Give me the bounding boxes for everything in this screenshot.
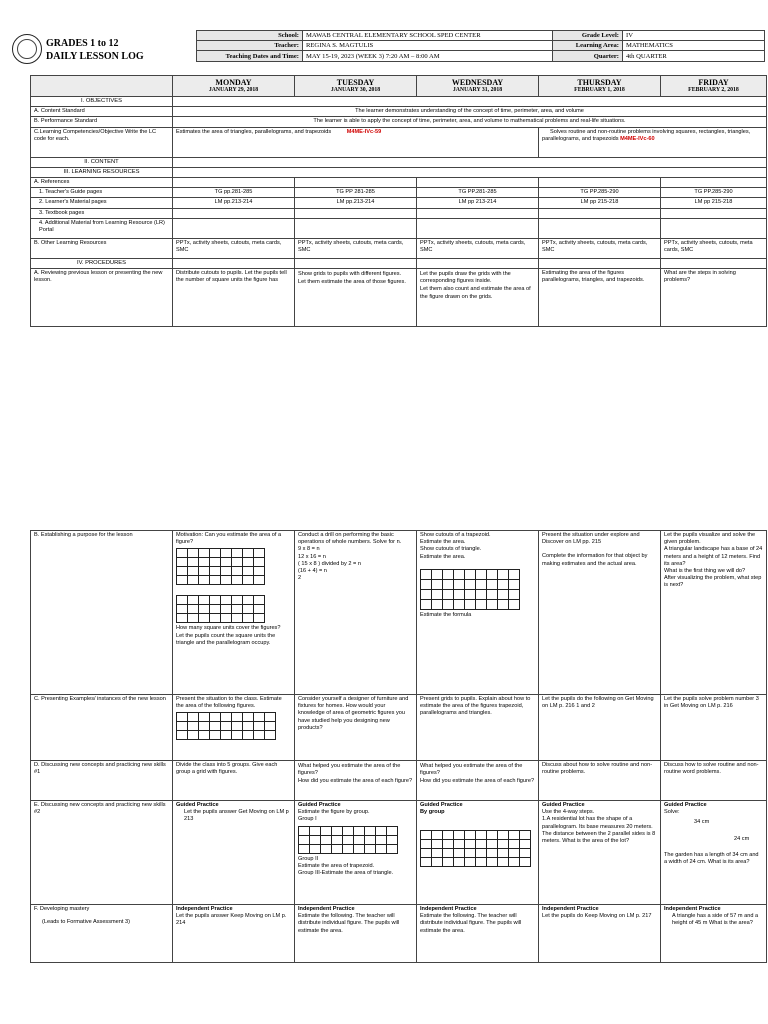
competency-left: Estimates the area of triangles, parallelograms, and trapezoids M4ME-IVc-59 (173, 127, 539, 157)
tg-friday: TG PP.285-290 (661, 188, 767, 198)
discussing-2-tuesday: Guided Practice Estimate the figure by group. Group I Group II Estimate the area of trapezoid. Group III-Estimate the area of triangle. (295, 801, 417, 905)
corner-cell (31, 76, 173, 97)
other-resources-label: B. Other Learning Resources (31, 238, 173, 258)
day-thursday: THURSDAY FEBRUARY 1, 2018 (539, 76, 661, 97)
area-label: Learning Area: (553, 41, 623, 51)
purpose-label: B. Establishing a purpose for the lesson (31, 531, 173, 695)
lc-code-left: M4ME-IVc-59 (346, 128, 382, 135)
other-tuesday: PPTx, activity sheets, cutouts, meta cards, SMC (295, 238, 417, 258)
purpose-monday: Motivation: Can you estimate the area of a figure? How many square units cover the figures? Let the pupils count the square units the triangle and the parallelogram occupy. (173, 531, 295, 695)
mastery-tuesday: Independent Practice Estimate the following. The teacher will distribute individual figure. The pupils will estimate the area. (295, 905, 417, 963)
header-info-table (196, 30, 765, 62)
other-friday: PPTx, activity sheets, cutouts, meta cards, SMC (661, 238, 767, 258)
other-wednesday: PPTx, activity sheets, cutouts, meta cards, SMC (417, 238, 539, 258)
teacher-value: REGINA S. MAGTULIS (303, 41, 553, 51)
lm-wednesday: LM pp 213-214 (417, 198, 539, 208)
content-heading: II. CONTENT (31, 157, 173, 167)
day-wednesday: WEDNESDAY JANUARY 31, 2018 (417, 76, 539, 97)
purpose-thursday: Present the situation under explore and Discover on LM pp. 215 Complete the information for that object by making estimates and the actual area. (539, 531, 661, 695)
discussing-1-wednesday: What helped you estimate the area of the figures? How did you estimate the area of each figure? (417, 761, 539, 801)
grade-label: Grade Level: (553, 31, 623, 41)
presenting-wednesday: Present grids to pupils. Explain about how to estimate the area of the figures trapezoid, parallelograms and triangles. (417, 695, 539, 761)
procedures-heading: IV. PROCEDURES (31, 258, 173, 268)
learning-resources-heading: III. LEARNING RESOURCES (31, 167, 173, 177)
presenting-monday: Present the situation to the class. Estimate the area of the following figures. (173, 695, 295, 761)
reviewing-thursday: Estimating the area of the figures parallelograms, triangles, and trapezoids. (539, 269, 661, 327)
purpose-friday: Let the pupils visualize and solve the given problem. A triangular landscape has a base of 24 meters and a height of 12 meters. Find its area? What is the first thing we will do? After visualizing the problem, what step is next? (661, 531, 767, 695)
content-standard-label: A. Content Standard (31, 107, 173, 117)
mastery-thursday: Independent Practice Let the pupils do Keep Moving on LM p. 217 (539, 905, 661, 963)
reviewing-wednesday: Let the pupils draw the grids with the corresponding figures inside. Let them also count and estimate the area of the figure drawn on the grids. (417, 269, 539, 327)
lesson-log-table-top (30, 75, 767, 327)
lesson-log-table-bottom (30, 530, 767, 963)
presenting-thursday: Let the pupils do the following on Get Moving on LM p. 216 1 and 2 (539, 695, 661, 761)
other-thursday: PPTx, activity sheets, cutouts, meta cards, SMC (539, 238, 661, 258)
discussing-1-tuesday: What helped you estimate the area of the figures? How did you estimate the area of each figure? (295, 761, 417, 801)
day-friday: FRIDAY FEBRUARY 2, 2018 (661, 76, 767, 97)
tg-wednesday: TG PP.281-285 (417, 188, 539, 198)
day-tuesday: TUESDAY JANUARY 30, 2018 (295, 76, 417, 97)
teacher-label: Teacher: (197, 41, 303, 51)
presenting-friday: Let the pupils solve problem number 3 in Get Moving on LM p. 216 (661, 695, 767, 761)
square-grid-4 (176, 712, 276, 740)
performance-standard-label: B. Performance Standard (31, 117, 173, 127)
dates-value: MAY 15-19, 2023 (WEEK 3) 7:20 AM – 8:00 AM (303, 51, 553, 62)
performance-standard: The learner is able to apply the concept of time, perimeter, area, and volume to mathematical problems and real-life situations. (173, 117, 767, 127)
discussing-1-label: D. Discussing new concepts and practicing new skills #1 (31, 761, 173, 801)
discussing-2-friday: Guided Practice Solve: 34 cm 24 cm The garden has a length of 34 cm and a width of 24 cm. What is its area? (661, 801, 767, 905)
reviewing-monday: Distribute cutouts to pupils. Let the pupils tell the number of square units the figure has (173, 269, 295, 327)
tg-label: 1. Teacher's Guide pages (31, 188, 173, 198)
lc-code-right: M4ME-IVc-60 (620, 135, 655, 142)
square-grid-6 (420, 830, 531, 867)
quarter-label: Quarter: (553, 51, 623, 62)
mastery-monday: Independent Practice Let the pupils answer Keep Moving on LM p. 214 (173, 905, 295, 963)
title-line2: DAILY LESSON LOG (46, 51, 144, 62)
textbook-label: 3. Textbook pages (31, 208, 173, 218)
lm-label: 2. Learner's Material pages (31, 198, 173, 208)
objectives-heading: I. OBJECTIVES (31, 97, 173, 107)
school-label: School: (197, 31, 303, 41)
reviewing-label: A. Reviewing previous lesson or presenting the new lesson. (31, 269, 173, 327)
discussing-2-monday: Guided Practice Let the pupils answer Get Moving on LM p 213 (173, 801, 295, 905)
competency-right: Solves routine and non-routine problems involving squares, rectangles, triangles, parallelograms, and trapezoids M4ME-IVc-60 (539, 127, 767, 157)
school-value: MAWAB CENTRAL ELEMENTARY SCHOOL SPED CENTER (303, 31, 553, 41)
other-monday: PPTx, activity sheets, cutouts, meta cards, SMC (173, 238, 295, 258)
title-line1: GRADES 1 to 12 (46, 38, 119, 49)
mastery-friday: Independent Practice A triangle has a side of 57 m and a height of 45 m What is the area? (661, 905, 767, 963)
lm-tuesday: LM pp.213-214 (295, 198, 417, 208)
purpose-wednesday: Show cutouts of a trapezoid. Estimate the area. Show cutouts of triangle. Estimate the area. Estimate the formula (417, 531, 539, 695)
discussing-2-thursday: Guided Practice Use the 4-way steps. 1.A residential lot has the shape of a parallelogram. Its base measures 20 meters. The distance between the 2 parallel sides is 8 meters. What is the area of the lot? (539, 801, 661, 905)
dates-label: Teaching Dates and Time: (197, 51, 303, 62)
square-grid-2 (176, 595, 265, 623)
square-grid-1 (176, 548, 265, 585)
lm-friday: LM pp 215-218 (661, 198, 767, 208)
tg-thursday: TG PP.285-290 (539, 188, 661, 198)
square-grid-3 (420, 569, 520, 610)
square-grid-5 (298, 826, 398, 854)
area-value: MATHEMATICS (623, 41, 765, 51)
discussing-2-label: E. Discussing new concepts and practicing new skills #2 (31, 801, 173, 905)
additional-material-label: 4. Additional Material from Learning Resource (LR) Portal (31, 218, 173, 238)
presenting-label: C. Presenting Examples/ instances of the new lesson (31, 695, 173, 761)
quarter-value: 4th QUARTER (623, 51, 765, 62)
discussing-2-wednesday: Guided Practice By group (417, 801, 539, 905)
reviewing-friday: What are the steps in solving problems? (661, 269, 767, 327)
lm-thursday: LM pp 215-218 (539, 198, 661, 208)
discussing-1-monday: Divide the class into 5 groups. Give each group a grid with figures. (173, 761, 295, 801)
presenting-tuesday: Consider yourself a designer of furniture and fixtures for homes. How would your knowledge of area of geometric figures you have studied help you designing new products? (295, 695, 417, 761)
lm-monday: LM pp.213-214 (173, 198, 295, 208)
mastery-wednesday: Independent Practice Estimate the following. The teacher will distribute individual figure. The pupils will estimate the area. (417, 905, 539, 963)
tg-monday: TG pp.281-285 (173, 188, 295, 198)
mastery-label: F. Developing mastery (Leads to Formative Assessment 3) (31, 905, 173, 963)
deped-seal-icon (12, 34, 42, 64)
tg-tuesday: TG PP 281-285 (295, 188, 417, 198)
content-standard: The learner demonstrates understanding of the concept of time, perimeter, area, and volume (173, 107, 767, 117)
day-monday: MONDAY JANUARY 29, 2018 (173, 76, 295, 97)
competency-label: C.Learning Competencies/Objective Write the LC code for each. (31, 127, 173, 157)
reviewing-tuesday: Show grids to pupils with different figures. Let them estimate the area of those figures. (295, 269, 417, 327)
discussing-1-friday: Discuss how to solve routine and non-routine word problems. (661, 761, 767, 801)
purpose-tuesday: Conduct a drill on performing the basic operations of whole numbers. Solve for n. 9 x 8 = n 12 x 16 = n ( 15 x 8 ) divided by 2 = n (16 + 4) = n 2 (295, 531, 417, 695)
grade-value: IV (623, 31, 765, 41)
discussing-1-thursday: Discuss about how to solve routine and non-routine problems. (539, 761, 661, 801)
references-label: A. References (31, 178, 173, 188)
